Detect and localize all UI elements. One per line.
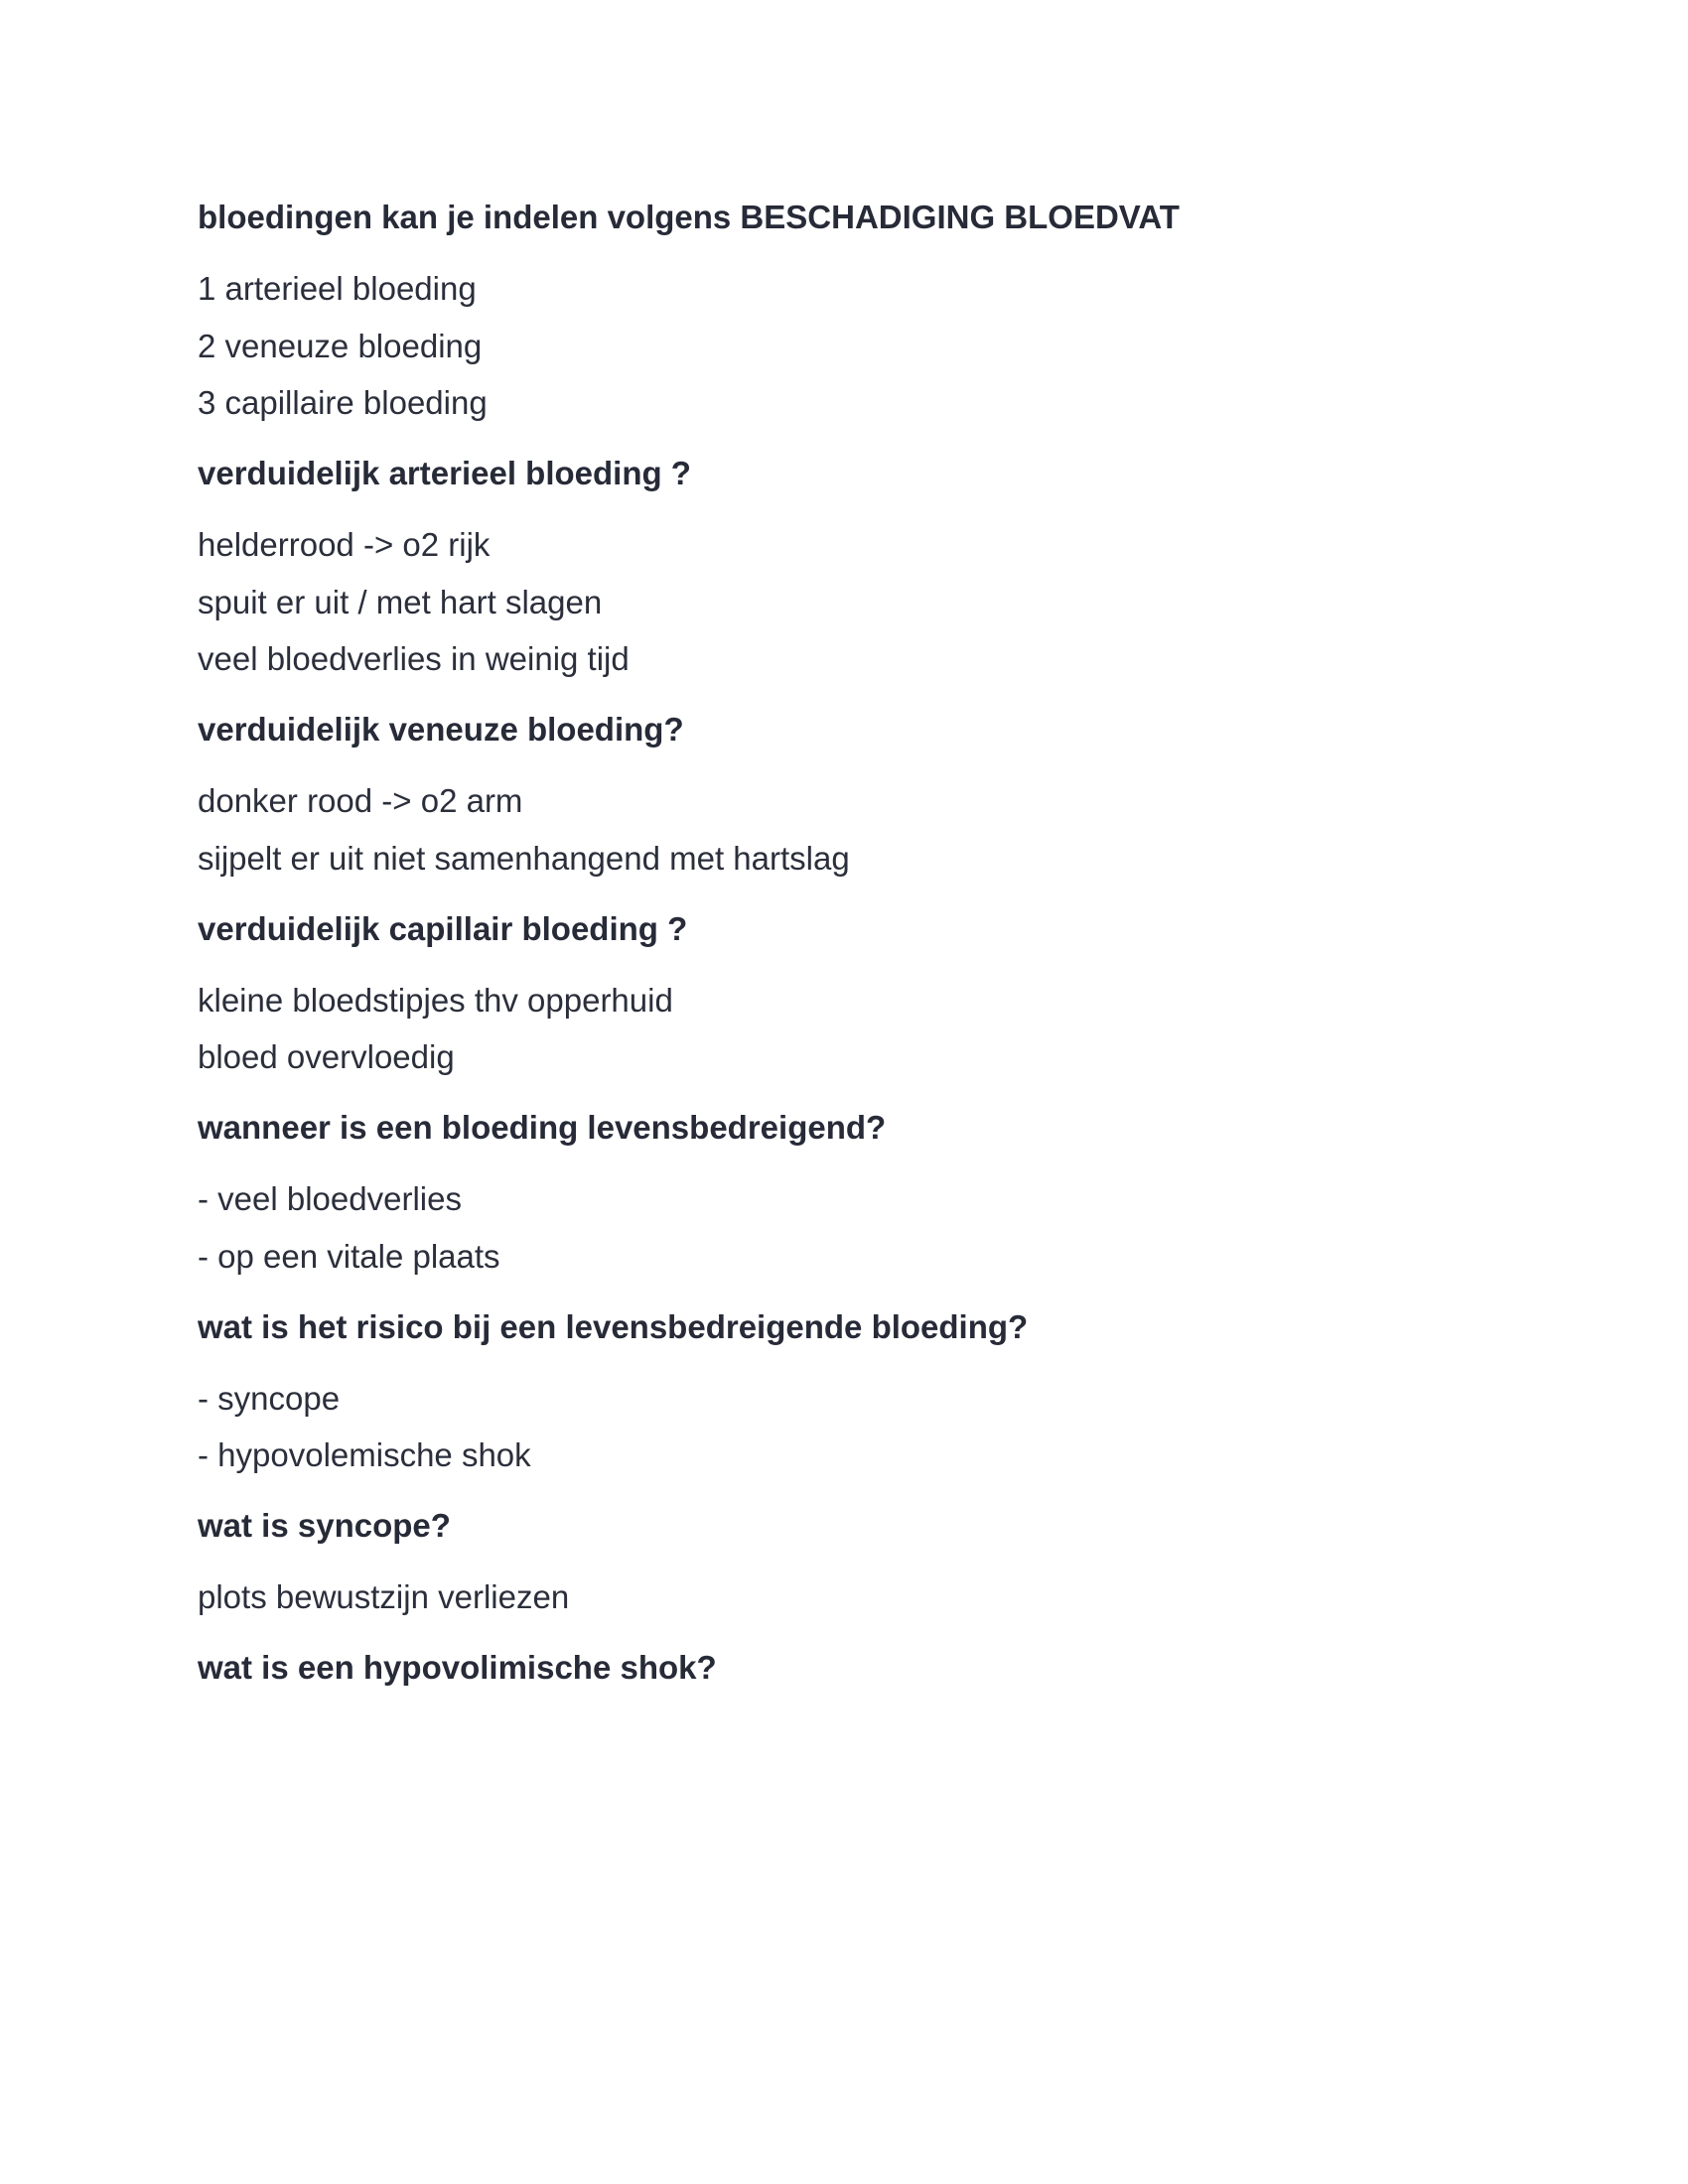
card-answer: [198, 269, 1488, 423]
card-answer: [198, 781, 1488, 879]
answer-line: 2 veneuze bloeding: [198, 327, 483, 364]
answer-line: plots bewustzijn verliezen: [198, 1578, 570, 1615]
card-answer: [198, 981, 1488, 1078]
answer-line: helderrood -> o2 rijk: [198, 526, 491, 563]
card-question: wat is het risico bij een levensbedreigende bloeding?: [198, 1307, 1029, 1345]
card-answer: [198, 1577, 1488, 1617]
card-question: verduidelijk veneuze bloeding?: [198, 711, 684, 748]
answer-line: - veel bloedverlies: [198, 1180, 462, 1217]
card-question: wat is een hypovolimische shok?: [198, 1649, 717, 1686]
answer-line: - op een vitale plaats: [198, 1237, 500, 1275]
answer-line: 3 capillaire bloeding: [198, 384, 488, 421]
card-answer: [198, 525, 1488, 679]
card-question: wanneer is een bloeding levensbedreigend?: [198, 1109, 887, 1146]
card-question: verduidelijk arterieel bloeding ?: [198, 455, 691, 491]
answer-line: kleine bloedstipjes thv opperhuid: [198, 981, 673, 1019]
answer-line: veel bloedverlies in weinig tijd: [198, 640, 630, 677]
answer-line: 1 arterieel bloeding: [198, 270, 477, 307]
card-answer: [198, 1179, 1488, 1277]
answer-line: bloed overvloedig: [198, 1038, 455, 1075]
document-page: [198, 198, 1488, 1688]
answer-line: sijpelt er uit niet samenhangend met hartslag: [198, 839, 850, 877]
card-question: wat is syncope?: [198, 1507, 451, 1544]
answer-line: donker rood -> o2 arm: [198, 782, 523, 819]
card-question: bloedingen kan je indelen volgens BESCHADIGING BLOEDVAT: [198, 199, 1180, 235]
answer-line: spuit er uit / met hart slagen: [198, 583, 603, 620]
card-question: verduidelijk capillair bloeding ?: [198, 909, 688, 947]
card-answer: [198, 1379, 1488, 1476]
answer-line: - hypovolemische shok: [198, 1436, 531, 1473]
answer-line: - syncope: [198, 1379, 341, 1417]
